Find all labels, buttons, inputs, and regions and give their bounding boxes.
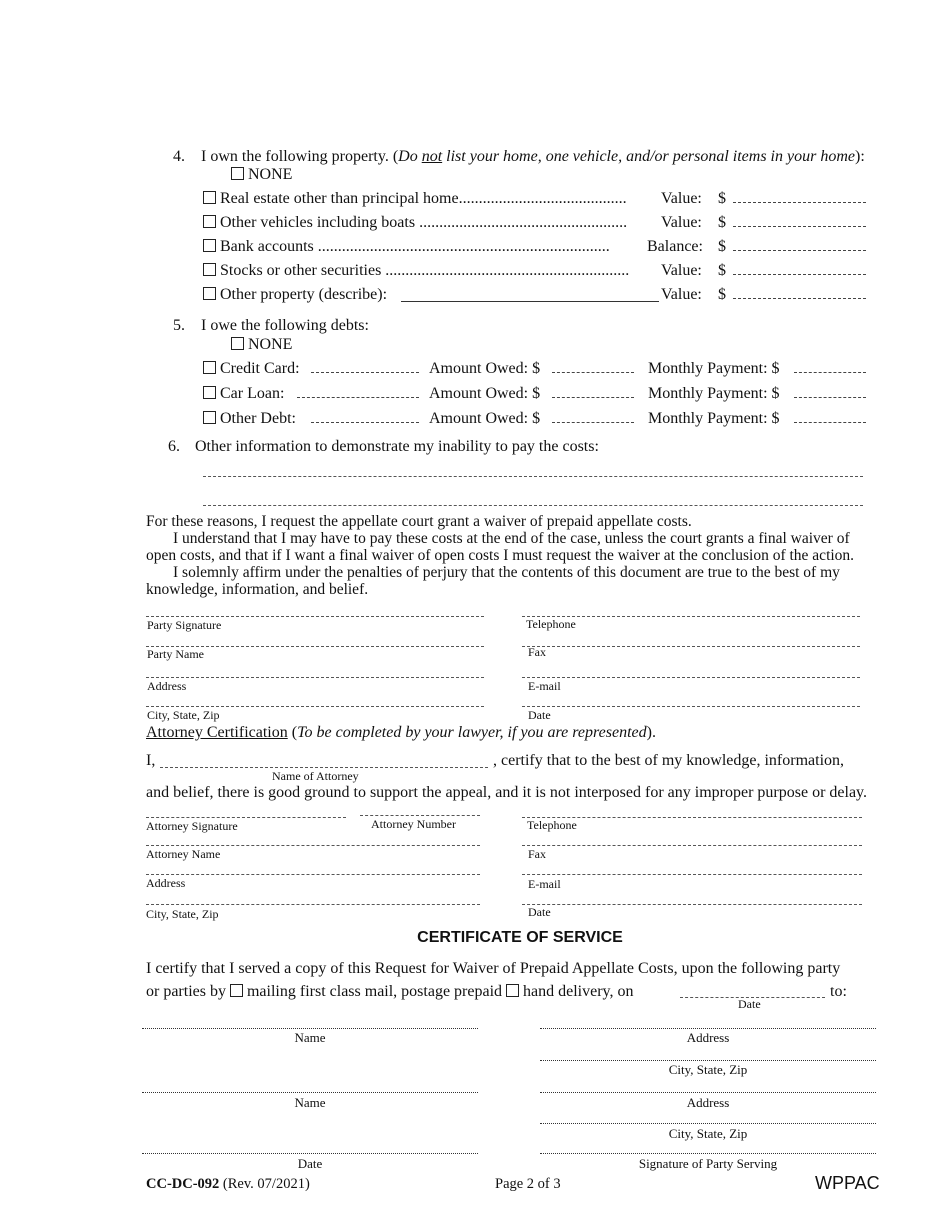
attorney-address-label: Address [146,876,186,890]
party-city-line[interactable] [146,706,484,707]
other-property-checkbox[interactable] [203,287,216,300]
service-date-caption: Date [738,997,761,1011]
recipient-2-address-label: Address [686,1095,730,1110]
recipient-1-city-label: City, State, Zip [668,1062,748,1077]
section-5-number: 5. [173,317,185,334]
attorney-line1-prefix: I, [146,752,156,769]
serving-party-signature-label: Signature of Party Serving [638,1156,778,1171]
property-item-bank: Bank accounts ......................................................................... Balance: $ [203,238,868,258]
party-date-label: Date [528,708,551,722]
party-email-label: E-mail [528,679,561,693]
debts-none-checkbox[interactable] [231,337,244,350]
certificate-title: CERTIFICATE OF SERVICE [417,929,623,946]
certificate-line-2: or parties by mailing first class mail, postage prepaid hand delivery, on [146,983,634,1000]
recipient-1-address-label: Address [686,1030,730,1045]
real-estate-value-field[interactable] [733,202,866,203]
party-fax-label: Fax [528,645,546,659]
attorney-signature-label: Attorney Signature [146,819,238,833]
reasons-affirm-line-2: knowledge, information, and belief. [146,581,369,598]
property-none-option[interactable]: NONE [231,166,292,184]
recipient-2-city-label: City, State, Zip [668,1126,748,1141]
attorney-telephone-label: Telephone [527,818,577,832]
attorney-date-label: Date [528,905,551,919]
other-debt-checkbox[interactable] [203,411,216,424]
certificate-line-1: I certify that I served a copy of this Request for Waiver of Prepaid Appellate Costs, upon the following party [146,960,841,977]
property-item-vehicles: Other vehicles including boats .................................................... Value: $ [203,214,868,234]
debt-row-credit-card: Credit Card: Amount Owed: $ Monthly Payment: $ [203,360,868,380]
serving-party-signature-line[interactable] [540,1153,876,1154]
stocks-value-field[interactable] [733,274,866,275]
car-loan-amount-field[interactable] [552,397,634,398]
mail-checkbox[interactable] [230,984,243,997]
attorney-city-label: City, State, Zip [146,907,219,921]
property-item-stocks: Stocks or other securities ............................................................. Value: $ [203,262,868,282]
footer-form-id: CC-DC-092 (Rev. 07/2021) [146,1176,310,1192]
hand-delivery-checkbox[interactable] [506,984,519,997]
attorney-city-line[interactable] [146,904,480,905]
bank-balance-field[interactable] [733,250,866,251]
party-fax-line[interactable] [522,646,860,647]
recipient-1-city-line[interactable] [540,1060,876,1061]
attorney-email-label: E-mail [528,877,561,891]
car-loan-field[interactable] [297,397,419,398]
property-item-real-estate: Real estate other than principal home.......................................... Value: $ [203,190,868,210]
party-address-line[interactable] [146,677,484,678]
party-city-label: City, State, Zip [147,708,220,722]
section-6-heading: Other information to demonstrate my inability to pay the costs: [195,438,599,455]
footer-form-code: WPPAC [815,1173,880,1193]
party-signature-line[interactable] [146,616,484,617]
service-date-line[interactable] [142,1153,478,1154]
other-debt-monthly-field[interactable] [794,422,866,423]
car-loan-monthly-field[interactable] [794,397,866,398]
section-6-number: 6. [168,438,180,455]
other-info-line-1[interactable] [203,476,863,477]
recipient-2-address-line[interactable] [540,1092,876,1093]
other-info-line-2[interactable] [203,505,863,506]
attorney-line2: and belief, there is good ground to support the appeal, and it is not interposed for any improper purpose or delay. [146,784,867,801]
attorney-fax-label: Fax [528,847,546,861]
section-4-heading: I own the following property. (Do not list your home, one vehicle, and/or personal items in your home): [201,148,865,165]
attorney-fax-line[interactable] [522,845,862,846]
real-estate-checkbox[interactable] [203,191,216,204]
credit-card-monthly-field[interactable] [794,372,866,373]
reasons-understand-line-1: I understand that I may have to pay these costs at the end of the case, unless the court grants a final waiver of [173,530,850,547]
attorney-name-caption: Name of Attorney [272,769,359,783]
attorney-line1-suffix: , certify that to the best of my knowledge, information, [493,752,845,769]
vehicles-value-field[interactable] [733,226,866,227]
party-address-label: Address [147,679,187,693]
recipient-1-address-line[interactable] [540,1028,876,1029]
recipient-2-name-line[interactable] [142,1092,478,1093]
attorney-number-label: Attorney Number [371,817,456,831]
reasons-affirm-line-1: I solemnly affirm under the penalties of perjury that the contents of this document are true to the best of my [173,564,840,581]
reasons-understand-line-2: open costs, and that if I want a final waiver of open costs I must request the waiver at the conclusion of the action. [146,547,855,564]
party-signature-label: Party Signature [147,618,222,632]
other-property-value-field[interactable] [733,298,866,299]
recipient-2-name-label: Name [294,1095,326,1110]
car-loan-checkbox[interactable] [203,386,216,399]
other-debt-field[interactable] [311,422,419,423]
section-5-heading: I owe the following debts: [201,317,369,334]
attorney-signature-line[interactable] [146,817,346,818]
party-date-line[interactable] [522,706,860,707]
reasons-request: For these reasons, I request the appellate court grant a waiver of prepaid appellate costs. [146,513,692,530]
section-4-number: 4. [173,148,185,165]
stocks-checkbox[interactable] [203,263,216,276]
property-item-other: Other property (describe): Value: $ [203,286,868,306]
recipient-1-name-label: Name [294,1030,326,1045]
attorney-email-line[interactable] [522,874,862,875]
party-telephone-label: Telephone [526,617,576,631]
debt-row-car-loan: Car Loan: Amount Owed: $ Monthly Payment: $ [203,385,868,405]
attorney-name-field[interactable] [160,767,488,768]
attorney-number-line[interactable] [360,815,480,816]
recipient-1-name-line[interactable] [142,1028,478,1029]
party-email-line[interactable] [522,677,860,678]
recipient-2-city-line[interactable] [540,1123,876,1124]
debts-none-option[interactable]: NONE [231,336,292,354]
service-date-label: Date [297,1156,323,1171]
vehicles-checkbox[interactable] [203,215,216,228]
credit-card-field[interactable] [311,372,419,373]
attorney-date-line[interactable] [522,904,862,905]
other-debt-amount-field[interactable] [552,422,634,423]
other-property-description-field[interactable] [401,301,659,302]
credit-card-checkbox[interactable] [203,361,216,374]
attorney-name-label: Attorney Name [146,847,221,861]
debt-row-other: Other Debt: Amount Owed: $ Monthly Payment: $ [203,410,868,430]
credit-card-amount-field[interactable] [552,372,634,373]
party-name-label: Party Name [147,647,204,661]
attorney-name-line[interactable] [146,845,480,846]
attorney-address-line[interactable] [146,874,480,875]
property-none-checkbox[interactable] [231,167,244,180]
footer-page-number: Page 2 of 3 [495,1176,561,1192]
bank-checkbox[interactable] [203,239,216,252]
certificate-to: to: [830,983,847,1000]
attorney-certification-heading: Attorney Certification (To be completed by your lawyer, if you are represented). [146,724,656,741]
